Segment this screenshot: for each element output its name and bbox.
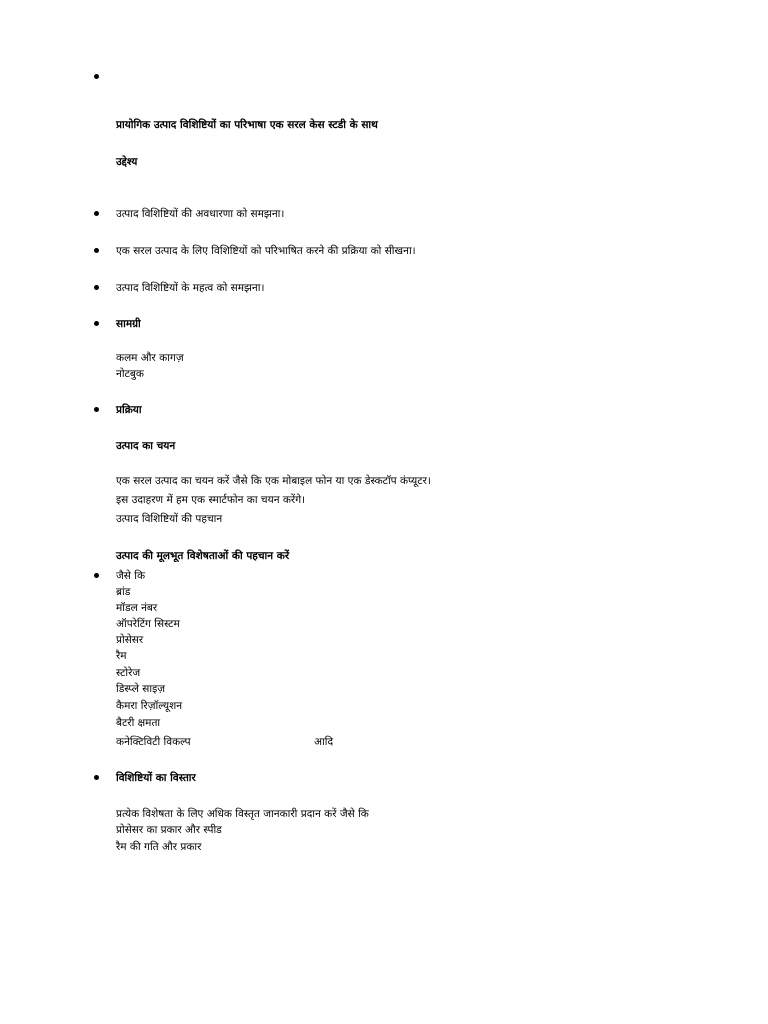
- process-heading: प्रक्रिया: [116, 404, 142, 416]
- feature-item: मॉडल नंबर: [116, 602, 158, 614]
- objective-item-2: एक सरल उत्पाद के लिए विशिष्टियों को परिभाषित करने की प्रक्रिया को सीखना।: [116, 245, 416, 257]
- spec-expansion-line-1: प्रत्येक विशेषता के लिए अधिक विस्तृत जानकारी प्रदान करें जैसे कि: [116, 808, 369, 820]
- bullet-spec-expansion: [94, 775, 99, 780]
- objective-item-1: उत्पाद विशिष्टियों की अवधारणा को समझना।: [116, 208, 285, 220]
- materials-item-1: कलम और कागज़: [116, 352, 184, 364]
- spec-expansion-heading: विशिष्टियों का विस्तार: [116, 772, 196, 784]
- feature-item: स्टोरेज: [116, 667, 141, 679]
- feature-item: ब्रांड: [116, 586, 131, 598]
- bullet-materials: [94, 321, 99, 326]
- bullet-process: [94, 407, 99, 412]
- objective-heading: उद्देश्य: [116, 156, 138, 168]
- feature-item: कनेक्टिविटी विकल्प: [116, 736, 191, 748]
- bullet-objective-2: [94, 248, 99, 253]
- feature-item: कैमरा रिज़ॉल्यूशन: [116, 700, 183, 712]
- document-title: प्रायोगिक उत्पाद विशिष्टियों का परिभाषा एक सरल केस स्टडी के साथ: [116, 119, 378, 131]
- bullet-features: [94, 573, 99, 578]
- materials-item-2: नोटबुक: [116, 368, 144, 380]
- product-selection-line-3: उत्पाद विशिष्टियों की पहचान: [116, 513, 223, 525]
- bullet-objective-1: [94, 211, 99, 216]
- feature-item: बैटरी क्षमता: [116, 717, 161, 729]
- spec-expansion-line-2: प्रोसेसर का प्रकार और स्पीड: [116, 824, 222, 836]
- materials-heading: सामग्री: [116, 318, 141, 330]
- product-selection-heading: उत्पाद का चयन: [116, 440, 176, 452]
- product-selection-line-2: इस उदाहरण में हम एक स्मार्टफोन का चयन करेंगे।: [116, 494, 306, 506]
- feature-item: डिस्प्ले साइज़: [116, 683, 166, 695]
- bullet-top: [94, 74, 99, 79]
- features-intro: जैसे कि: [116, 570, 146, 582]
- objective-item-3: उत्पाद विशिष्टियों के महत्व को समझना।: [116, 282, 265, 294]
- features-etc: आदि: [314, 736, 334, 748]
- feature-item: प्रोसेसर: [116, 634, 144, 646]
- bullet-objective-3: [94, 285, 99, 290]
- feature-item: रैम: [116, 650, 127, 662]
- product-selection-line-1: एक सरल उत्पाद का चयन करें जैसे कि एक मोबाइल फोन या एक डेस्कटॉप कंप्यूटर।: [116, 475, 431, 487]
- feature-item: ऑपरेटिंग सिस्टम: [116, 618, 180, 630]
- basic-features-heading: उत्पाद की मूलभूत विशेषताओं की पहचान करें: [116, 550, 290, 562]
- spec-expansion-line-3: रैम की गति और प्रकार: [116, 841, 202, 853]
